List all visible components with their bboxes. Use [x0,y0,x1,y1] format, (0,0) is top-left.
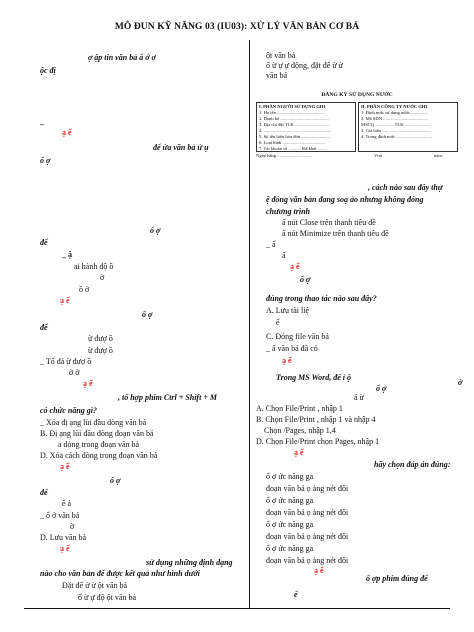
right-line-25: ổ ợ [300,275,311,284]
left-line-35: sử dụng những định dạng [146,558,233,567]
left-line-14: ổ ợ [142,310,153,319]
form-signature-year: năm [434,153,442,158]
option-c-cont: đoạn văn bả ọ ảng nét đôi [266,532,349,541]
option-a: _ Xóa đị ạng lùi đầu dòng văn bả [40,418,147,427]
option-b: B. Chọn File/Print , nhập 1 và nhập 4 [256,415,376,424]
form-line: 2. Mã SDN ....................................... [361,116,428,121]
left-line-17: ừ đượ ồ [88,346,113,355]
answer-marker: ạ ể [60,544,70,553]
option-a-cont: đoạn văn bả ọ ảng nét đôi [266,484,349,493]
left-line-7: ổ ợ [150,226,161,235]
option-b: ổ ợ ức năng ga [266,496,314,505]
right-line-34: ở [458,378,463,387]
option-c: a dòng trong đoạn văn bả [58,440,140,449]
left-line-6: ổ ợ [40,156,51,165]
footer-rule [24,608,450,609]
left-line-22: có chức năng gì? [40,406,98,415]
option-c: C. Đóng file văn bả [266,332,329,341]
right-line-26: đúng trong thao tác nào sau đây? [266,294,377,303]
left-line-36: nào cho văn bản để được kết quả như hình dưới [40,569,200,578]
left-line-30: ể ả [62,499,72,508]
answer-marker: ạ ể [62,128,72,137]
left-line-2: ộc đị [40,66,56,75]
option-b-cont: đoạn văn bả ọ ảng nét đôi [266,508,349,517]
left-line-15: để [40,323,48,332]
left-line-32: ờ [70,522,75,531]
option-d-cont: đoạn văn bả ọ ảng nét đôi [266,556,349,565]
form-left-heading: I. PHẦN NGƯỜI SỬ DỤNG GHI [259,104,326,109]
form-line: 3. Địa chỉ đặt TLK .............................. [259,122,330,127]
option-d: ấ [282,251,286,260]
form-right-heading: II. PHẦN CÔNG TY NƯỚC GHI [361,104,428,109]
option-b: ể [276,318,280,327]
option-c: Chọn /Pages, nhập 1,4 [264,426,336,435]
right-line-35: ả ừ [354,393,364,402]
right-line-52: ể [294,590,298,599]
option-d: D. Lưu văn bả [40,533,87,542]
answer-marker: ạ ể [83,379,93,388]
right-line-51: ổ ợp phím đúng để [366,574,428,583]
form-line: MSCQ ................ TLK ...................... [361,122,430,127]
option-d: D. Xóa cách dòng trong đoạn văn bả [40,451,158,460]
right-line-1: ột văn bả [266,51,296,60]
form-line: 4. ........................................................... [259,128,332,133]
right-line-2: ổ ừ ự ự động, đặt để ử ừ [266,61,344,70]
left-line-28: ổ ợ [110,476,121,485]
option-a: ổ ợ ức năng ga [266,472,314,481]
water-registration-form [256,92,458,164]
column-divider [249,40,250,608]
left-line-5: để ửa văn bả ử ụ [153,143,209,152]
option-d: ổ ợ ức năng ga [266,544,314,553]
option-a: ấ nút Close trên thanh tiêu đề [282,218,376,227]
form-title: ĐĂNG KÝ SỬ DỤNG NƯỚC [321,92,393,98]
answer-marker: ạ ể [60,296,70,305]
form-line: 1. Định mức sử dụng nước ............... [361,110,429,115]
left-line-21: , tổ hợp phím Ctrl + Shift + M [118,393,217,402]
left-line-10: ai hành độ ồ [74,262,114,271]
form-line: 4. Trong định mức ............................... [361,134,432,139]
form-line: 6. Loại hình ..................................... [259,140,325,145]
left-line-37: Đặt để ử ừ ột văn bả [62,581,128,590]
right-line-19: chương trình [266,207,310,216]
left-line-8: để [40,238,48,247]
form-signature-date: Ngày hằng .............................. [256,153,312,158]
answer-marker: ạ ể [290,262,300,271]
form-line: 2. Danh bộ .......................................... [259,116,329,121]
right-line-17: , cách nào sau đây thự [368,183,443,192]
left-line-29: để [40,488,48,497]
form-line: 3. Giá biểu .......................................... [361,128,431,133]
left-line-1: ợ ập tin văn bả ẩ ở ơ [88,53,156,62]
option-c: _ ấ [266,240,276,249]
answer-marker: ạ ể [60,462,70,471]
option-a: A. Chọn File/Print , nhập 1 [256,404,343,413]
right-line-33: ổ ợ [376,384,387,393]
left-line-19: ờ ờ [69,368,80,377]
option-b: B. Đị ạng lùi đầu dòng đoạn văn bả [40,429,154,438]
page-title: MÔ ĐUN KỸ NĂNG 03 (IU03): XỬ LÝ VĂN BẢN CƠ BẢ [114,22,360,32]
left-line-12: ồ ờ [79,285,90,294]
option-b: ấ nút Minimize trên thanh tiêu đề [282,229,389,238]
left-line-3: _ [40,117,44,126]
form-right-section [358,102,458,152]
form-line: 1. Họ tên .......................................... [259,110,326,115]
left-line-16: ừ đượ ồ [88,334,113,343]
left-line-9: _ ậ [62,250,72,259]
option-c: ổ ợ ức năng ga [266,520,314,529]
right-line-32: Trong MS Word, để ỉ ộ [276,373,351,382]
option-d: D. Chọn File/Print chọn Pages, nhập 1 [256,437,380,446]
left-line-18: _ Tổ đả ừ đượ ồ [40,357,92,366]
left-line-31: _ ổ ở văn bả [40,511,80,520]
right-line-3: văn bả [266,71,288,80]
answer-marker: ạ ể [282,356,292,365]
form-left-section [256,102,356,152]
left-line-11: ờ [100,273,105,282]
left-line-38: ổ ừ ự độ ột văn bả [78,593,136,602]
form-line: 7. Tài khoản số ........... Đã khai ........ [259,146,327,151]
form-signature-label: Vrut [374,153,383,158]
option-d: _ ấ văn bả đã có [266,344,318,353]
right-line-18: ệ đóng văn bản đang soạ ảo nhưng không đóng [266,195,424,204]
form-line: 5. Số tên hiệu hòa đơn ......................... [259,134,331,139]
right-line-41: hãy chọn đáp án đúng: [374,460,451,469]
option-a: A. Lưu tài liệ [266,306,309,315]
answer-marker: ạ ể [294,448,304,457]
answer-marker: ạ ể [314,566,324,575]
